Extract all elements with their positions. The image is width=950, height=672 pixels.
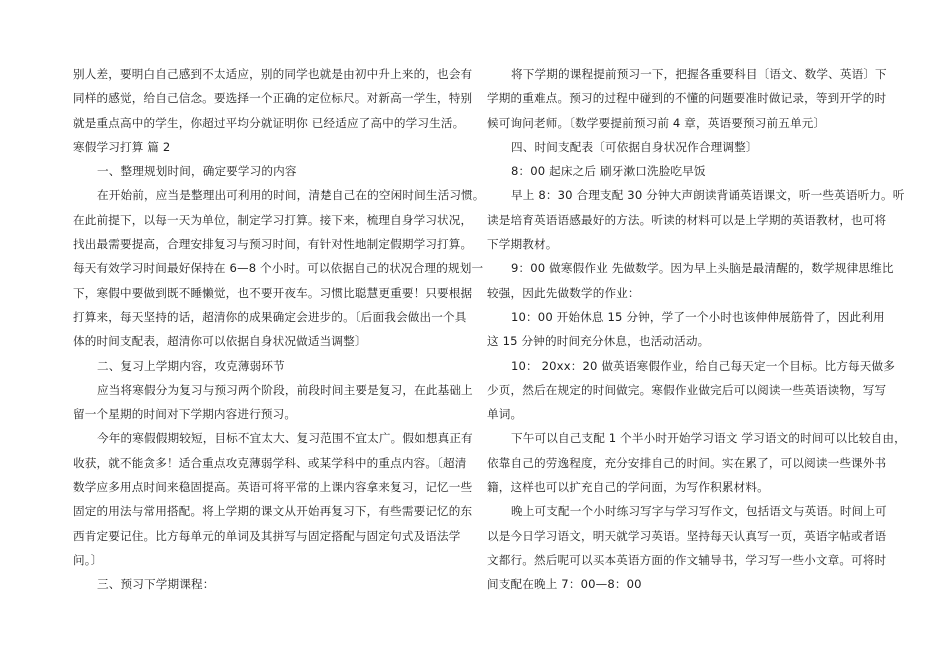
text-line: 下，寒假中要做到既不睡懒觉，也不要开夜车。习惯比聪慧更重要！只要根据: [73, 285, 473, 300]
text-line: 这 15 分钟的时间充分休息，也活动活动。: [487, 334, 710, 349]
text-line: 三、预习下学期课程：: [97, 577, 215, 592]
text-line: 收获，就不能贪多！适合重点攻克薄弱学科、或某学科中的重点内容。〔超清: [73, 455, 467, 470]
text-line: 固定的用法与常用搭配。将上学期的课文从开始再复习下，有些需要记忆的东: [73, 504, 473, 519]
right-column: [487, 62, 906, 597]
text-line: 数学应多用点时间来稳固提高。英语可将平常的上课内容拿来复习，记忆一些: [73, 480, 473, 495]
text-line: 同样的感觉，给自己信念。要选择一个正确的定位标尺。对新高一学生，特别: [73, 91, 473, 106]
text-line: 籍，这样也可以扩充自己的学问面，为写作积累材料。: [487, 480, 769, 495]
text-line: 下学期教材。: [487, 237, 558, 252]
text-line: 打算来，每天坚持的话，超清你的成果确定会进步的。〔后面我会做出一个具: [73, 309, 467, 324]
text-line: 就是重点高中的学生，你超过平均分就证明你 已经适应了高中的学习生活。: [73, 115, 465, 130]
text-line: 间支配在晚上 7：00—8：00: [487, 577, 642, 592]
text-line: 应当将寒假分为复习与预习两个阶段，前段时间主要是复习，在此基础上: [97, 382, 473, 397]
text-line: 下午可以自己支配 1 个半小时开始学习语文 学习语文的时间可以比较自由，: [511, 431, 906, 446]
text-line: 问。〕: [73, 552, 103, 567]
text-line: 四、时间支配表〔可依据自身状况作合理调整〕: [511, 139, 758, 154]
text-line: 较强，因此先做数学的作业：: [487, 285, 640, 300]
text-line: 寒假学习打算 篇 2: [73, 139, 171, 154]
text-line: 依靠自己的劳逸程度，充分安排自己的时间。实在累了，可以阅读一些课外书: [487, 455, 887, 470]
text-line: 每天有效学习时间最好保持在 6—8 个小时。可以依据自己的状况合理的规划一: [73, 261, 484, 276]
text-line: 读是培育英语语感最好的方法。听读的材料可以是上学期的英语教材，也可将: [487, 212, 887, 227]
text-line: 将下学期的课程提前预习一下，把握各重要科目〔语文、数学、英语〕下: [511, 67, 887, 81]
text-line: 早上 8：30 合理支配 30 分钟大声朗读背诵英语课文，听一些英语听力。听: [511, 188, 905, 203]
text-line: 10：00 开始休息 15 分钟，学了一个小时也该伸伸展筋骨了，因此利用: [511, 309, 885, 324]
text-line: 单词。: [487, 407, 523, 422]
text-line: 候可询问老师。〔数学要提前预习前 4 章，英语要预习前五单元〕: [487, 115, 826, 130]
text-line: 文都行。然后呢可以买本英语方面的作文辅导书，学习写一些小文章。可将时: [487, 552, 887, 567]
text-line: 二、复习上学期内容，攻克薄弱环节: [97, 358, 285, 373]
text-line: 别人差，要明白自己感到不太适应，别的同学也就是由初中升上来的，也会有: [73, 67, 473, 81]
text-line: 找出最需要提高，合理安排复习与预习时间，有针对性地制定假期学习打算。: [73, 237, 473, 252]
text-line: 在此前提下，以每一天为单位，制定学习打算。接下来，梳理自身学习状况，: [73, 212, 473, 227]
text-line: 学期的重难点。预习的过程中碰到的不懂的问题要准时做记录，等到开学的时: [487, 91, 887, 106]
text-line: 少页，然后在规定的时间做完。寒假作业做完后可以阅读一些英语读物，写写: [487, 382, 887, 397]
text-line: 西肯定要记住。比方每单元的单词及其拼写与固定搭配与固定句式及语法学: [73, 528, 461, 543]
left-column: [73, 62, 485, 597]
text-line: 一、整理规划时间，确定要学习的内容: [97, 164, 297, 179]
text-line: 8：00 起床之后 刷牙漱口洗脸吃早饭: [511, 164, 706, 179]
text-line: 以是今日学习语文，明天就学习英语。坚持每天认真写一页，英语字帖或者语: [487, 528, 887, 543]
text-line: 10： 20xx：20 做英语寒假作业，给自己每天定一个目标。比方每天做多: [511, 358, 895, 373]
text-line: 体的时间支配表，超清你可以依据自身状况做适当调整〕: [73, 334, 367, 349]
text-line: 今年的寒假假期较短，目标不宜太大、复习范围不宜太广。假如想真正有: [97, 431, 473, 446]
text-line: 在开始前，应当是整理出可利用的时间，清楚自己在的空闲时间生活习惯。: [97, 188, 485, 203]
text-line: 9：00 做寒假作业 先做数学。因为早上头脑是最清醒的，数学规律思维比: [511, 261, 894, 276]
text-line: 留一个星期的时间对下学期内容进行预习。: [73, 407, 297, 422]
text-line: 晚上可支配一个小时练习写字与学习写作文，包括语文与英语。时间上可: [511, 504, 887, 519]
